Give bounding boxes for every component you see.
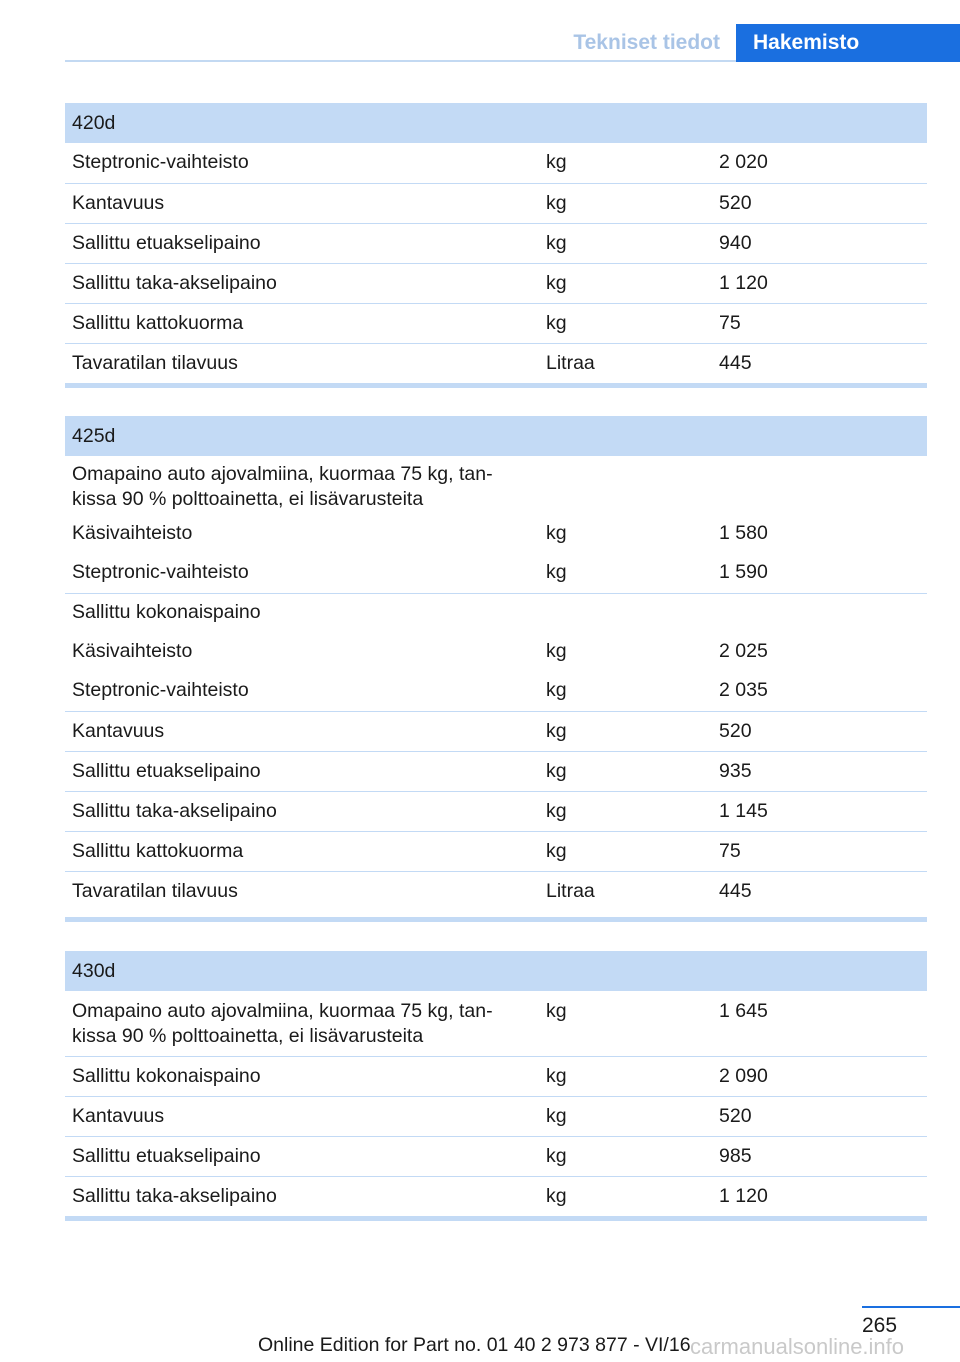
- table-row: [65, 671, 927, 711]
- table-title: 420d: [65, 103, 927, 143]
- table-row: [65, 831, 927, 871]
- row-value: 520: [712, 1096, 927, 1136]
- table-row: [65, 1176, 927, 1216]
- row-label-line: Omapaino auto ajovalmiina, kuormaa 75 kg, tan-: [72, 1000, 493, 1022]
- table-row: [65, 871, 927, 911]
- row-label: Käsivaihteisto: [72, 522, 193, 544]
- table-bottom-rule: [65, 383, 927, 388]
- row-value: 935: [712, 751, 927, 791]
- row-value: 520: [712, 183, 927, 223]
- row-label: Käsivaihteisto: [72, 640, 193, 662]
- row-unit: kg: [539, 751, 712, 791]
- row-label: Sallittu kattokuorma: [65, 831, 539, 871]
- row-value: 520: [712, 711, 927, 751]
- table-row: [65, 456, 927, 514]
- row-value: 1 590: [712, 553, 927, 593]
- row-unit: kg: [539, 791, 712, 831]
- footer-divider: [862, 1306, 960, 1308]
- table-row: [65, 183, 927, 223]
- row-label: Kantavuus: [65, 711, 539, 751]
- row-value: 2 020: [712, 143, 927, 183]
- row-label: Tavaratilan tilavuus: [72, 879, 238, 902]
- row-value: [712, 456, 927, 514]
- row-label: Steptronic-vaihteisto: [65, 553, 539, 593]
- row-unit: kg: [539, 143, 712, 183]
- row-label: Kantavuus: [65, 183, 539, 223]
- row-label: Sallittu etuakselipaino: [65, 223, 539, 263]
- table-row: [65, 553, 927, 593]
- row-value: 1 145: [712, 791, 927, 831]
- row-label-line: kissa 90 % polttoainetta, ei lisävarusteita: [72, 488, 424, 510]
- table-bottom-rule: [65, 917, 927, 922]
- row-unit: kg: [539, 711, 712, 751]
- row-value: 2 035: [712, 671, 927, 711]
- table-title: 425d: [65, 416, 927, 456]
- table-row: [65, 991, 927, 1056]
- table-row: [65, 791, 927, 831]
- row-value: 1 580: [719, 522, 768, 544]
- table-row: [65, 343, 927, 383]
- row-unit: kg: [539, 223, 712, 263]
- row-unit: kg: [539, 263, 712, 303]
- row-label: Sallittu taka-akselipaino: [65, 263, 539, 303]
- row-value: 2 090: [712, 1056, 927, 1096]
- row-unit: kg: [539, 671, 712, 711]
- row-value: 445: [719, 879, 752, 902]
- row-unit: kg: [546, 1184, 567, 1207]
- table-row: [65, 223, 927, 263]
- row-unit: kg: [539, 183, 712, 223]
- row-label: Steptronic-vaihteisto: [65, 143, 539, 183]
- row-label: Sallittu taka-akselipaino: [72, 1184, 277, 1207]
- spec-table-420d: [65, 103, 927, 383]
- table-row: [65, 1136, 927, 1176]
- row-label: Steptronic-vaihteisto: [65, 671, 539, 711]
- row-value: 940: [712, 223, 927, 263]
- row-unit: kg: [539, 1056, 712, 1096]
- row-label: Sallittu taka-akselipaino: [65, 791, 539, 831]
- row-label: Tavaratilan tilavuus: [72, 351, 238, 374]
- table-row: [65, 303, 927, 343]
- row-label: Sallittu kokonaispaino: [65, 1056, 539, 1096]
- row-unit: kg: [546, 640, 567, 662]
- row-value: 1 120: [712, 263, 927, 303]
- row-value: 445: [719, 351, 752, 374]
- row-label: Sallittu etuakselipaino: [65, 1136, 539, 1176]
- row-value: 75: [712, 303, 927, 343]
- row-unit: Litraa: [546, 879, 595, 902]
- row-value: 985: [712, 1136, 927, 1176]
- row-unit: Litraa: [546, 351, 595, 374]
- spec-table-430d: [65, 951, 927, 1216]
- row-value: 75: [712, 831, 927, 871]
- row-label: Sallittu kattokuorma: [65, 303, 539, 343]
- row-unit: kg: [546, 522, 567, 544]
- table-row: [65, 632, 927, 671]
- page-number: 265: [862, 1314, 898, 1337]
- watermark: carmanualsonline.info: [690, 1334, 905, 1359]
- row-label-line: Omapaino auto ajovalmiina, kuormaa 75 kg, tan-: [72, 463, 493, 485]
- tab-tekniset-tiedot[interactable]: Tekniset tiedot: [573, 31, 720, 54]
- row-unit: kg: [539, 1136, 712, 1176]
- table-row: [65, 711, 927, 751]
- row-unit: kg: [539, 1096, 712, 1136]
- row-value: 2 025: [719, 640, 768, 662]
- row-label: Sallittu kokonaispaino: [72, 601, 261, 624]
- row-unit: kg: [539, 831, 712, 871]
- row-label: Kantavuus: [65, 1096, 539, 1136]
- row-unit: kg: [539, 553, 712, 593]
- edition-text: Online Edition for Part no. 01 40 2 973 877 - VI/16: [258, 1334, 691, 1356]
- table-row: [65, 593, 927, 632]
- table-row: [65, 514, 927, 553]
- spec-table-425d: [65, 416, 927, 911]
- table-bottom-rule: [65, 1216, 927, 1221]
- tab-hakemisto[interactable]: Hakemisto: [736, 24, 960, 62]
- table-row: [65, 263, 927, 303]
- table-row: [65, 751, 927, 791]
- row-unit: [539, 456, 712, 514]
- row-value: 1 120: [719, 1184, 768, 1207]
- row-unit: kg: [539, 991, 712, 1056]
- row-label: [65, 456, 539, 514]
- row-unit: [539, 593, 712, 632]
- row-unit: kg: [539, 303, 712, 343]
- row-label-line: kissa 90 % polttoainetta, ei lisävarusteita: [72, 1025, 424, 1047]
- table-row: [65, 143, 927, 183]
- row-value: [712, 593, 927, 632]
- row-value: 1 645: [712, 991, 927, 1056]
- table-title: 430d: [65, 951, 927, 991]
- row-label: Sallittu etuakselipaino: [65, 751, 539, 791]
- row-label: [65, 991, 539, 1056]
- table-row: [65, 1056, 927, 1096]
- table-row: [65, 1096, 927, 1136]
